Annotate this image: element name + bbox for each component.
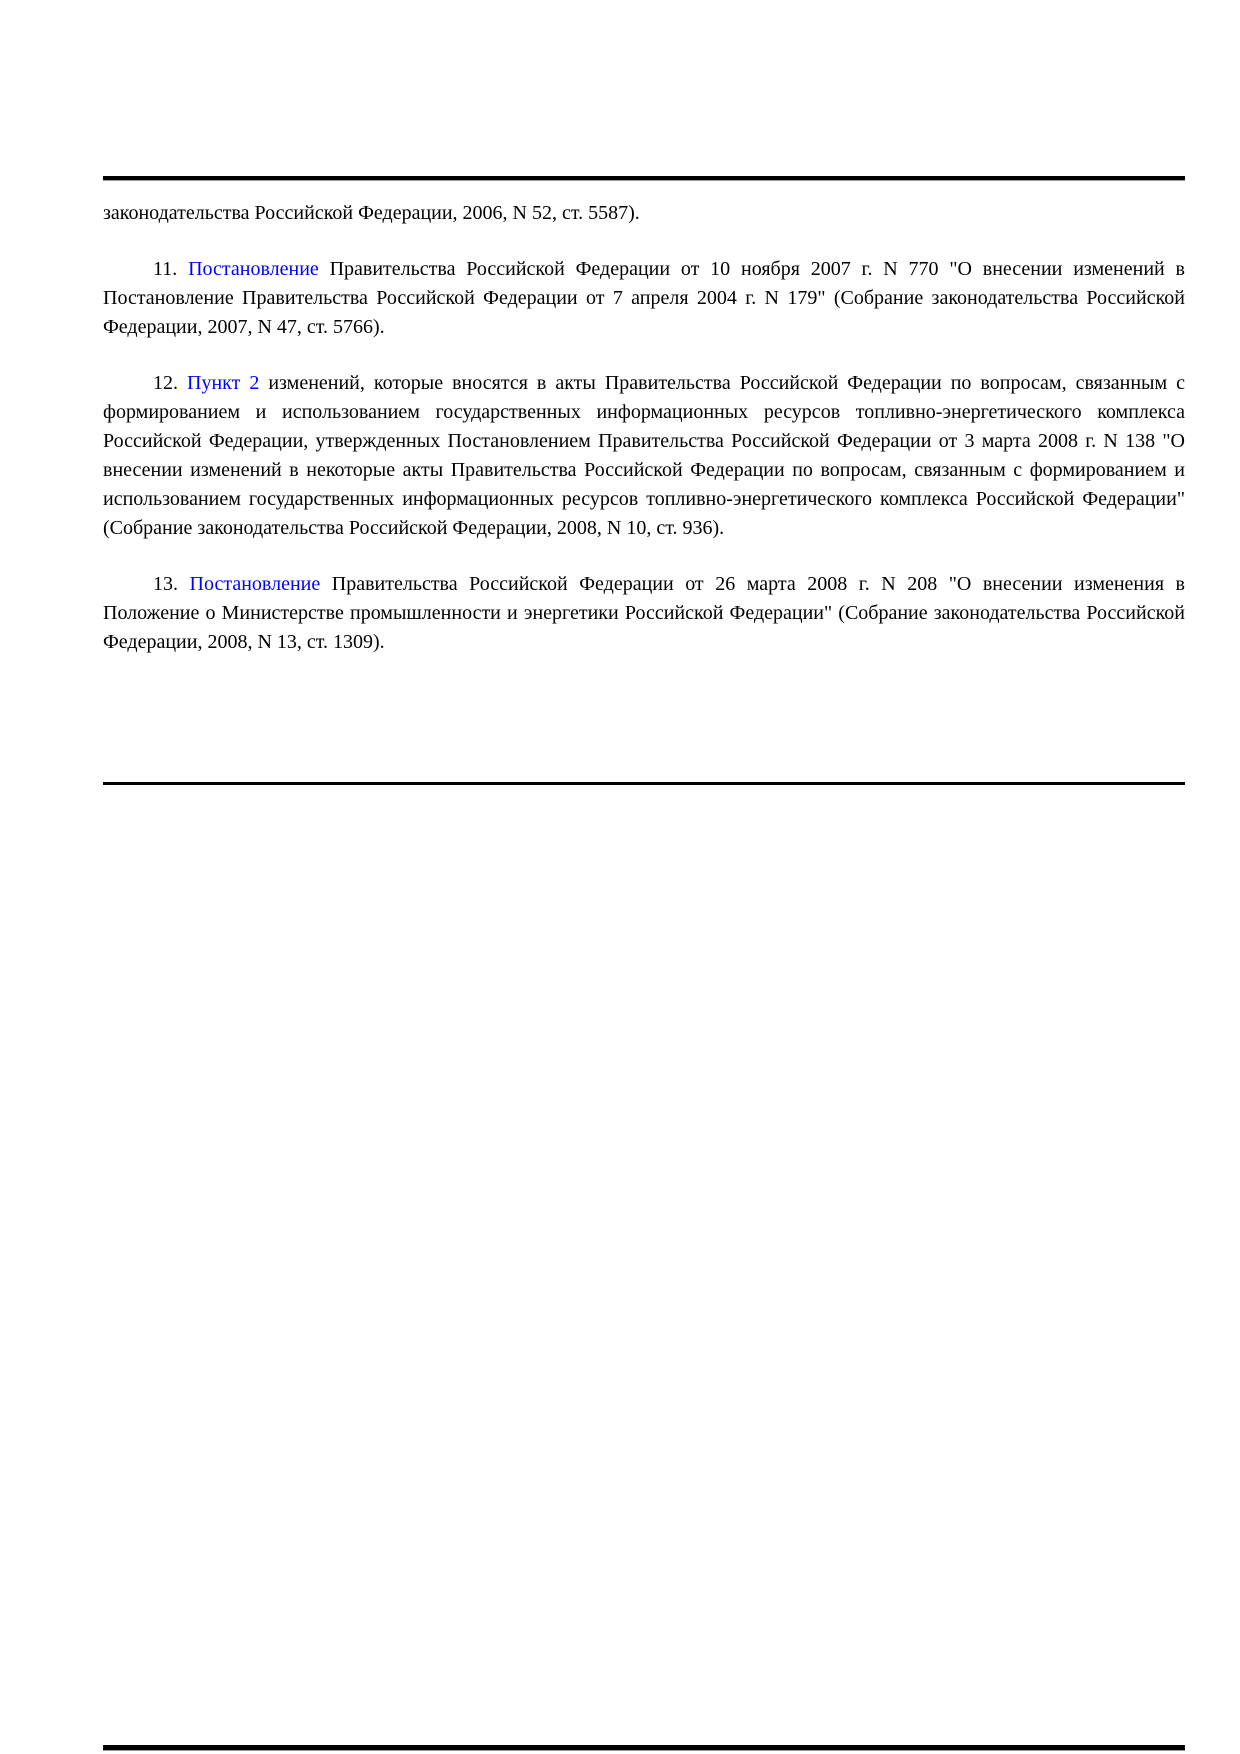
paragraph-number: 13. <box>153 573 190 595</box>
paragraph <box>103 570 1185 657</box>
paragraph-number: 11. <box>153 258 189 280</box>
document-body <box>103 199 1185 684</box>
paragraph-text: Правительства Российской Федерации от 26 марта 2008 г. N 208 "О внесении изменения в Положение о Министерстве промышленности и энергетики Российской Федерации" (Собрание законодательства Российской Федерации, 2008, N 13, ст. 1309). <box>103 573 1185 653</box>
document-link[interactable]: Постановление <box>189 573 321 595</box>
paragraph <box>103 255 1185 342</box>
top-rule <box>103 176 1185 181</box>
paragraph-text: Правительства Российской Федерации от 10 ноября 2007 г. N 770 "О внесении изменений в Постановление Правительства Российской Федерации от 7 апреля 2004 г. N 179" (Собрание законодательства Российской Федерации, 2007, N 47, ст. 5766). <box>103 258 1185 338</box>
divider-rule <box>103 782 1185 785</box>
document-link[interactable]: Пункт 2 <box>187 372 260 394</box>
paragraph-number: 12. <box>153 372 187 394</box>
paragraph <box>103 369 1185 543</box>
document-link[interactable]: Постановление <box>188 258 319 280</box>
bottom-rule <box>103 1745 1185 1751</box>
paragraph-text: изменений, которые вносятся в акты Правительства Российской Федерации по вопросам, связанным с формированием и использованием государственных информационных ресурсов топливно-энергетического комплекса Российской Федерации, утвержденных Постановлением Правительства Российской Федерации от 3 марта 2008 г. N 138 "О внесении изменений в некоторые акты Правительства Российской Федерации по вопросам, связанным с формированием и использованием государственных информационных ресурсов топливно-энергетического комплекса Российской Федерации" (Собрание законодательства Российской Федерации, 2008, N 10, ст. 936). <box>103 372 1185 539</box>
paragraph <box>103 199 1185 228</box>
paragraph-text: законодательства Российской Федерации, 2006, N 52, ст. 5587). <box>103 202 640 224</box>
